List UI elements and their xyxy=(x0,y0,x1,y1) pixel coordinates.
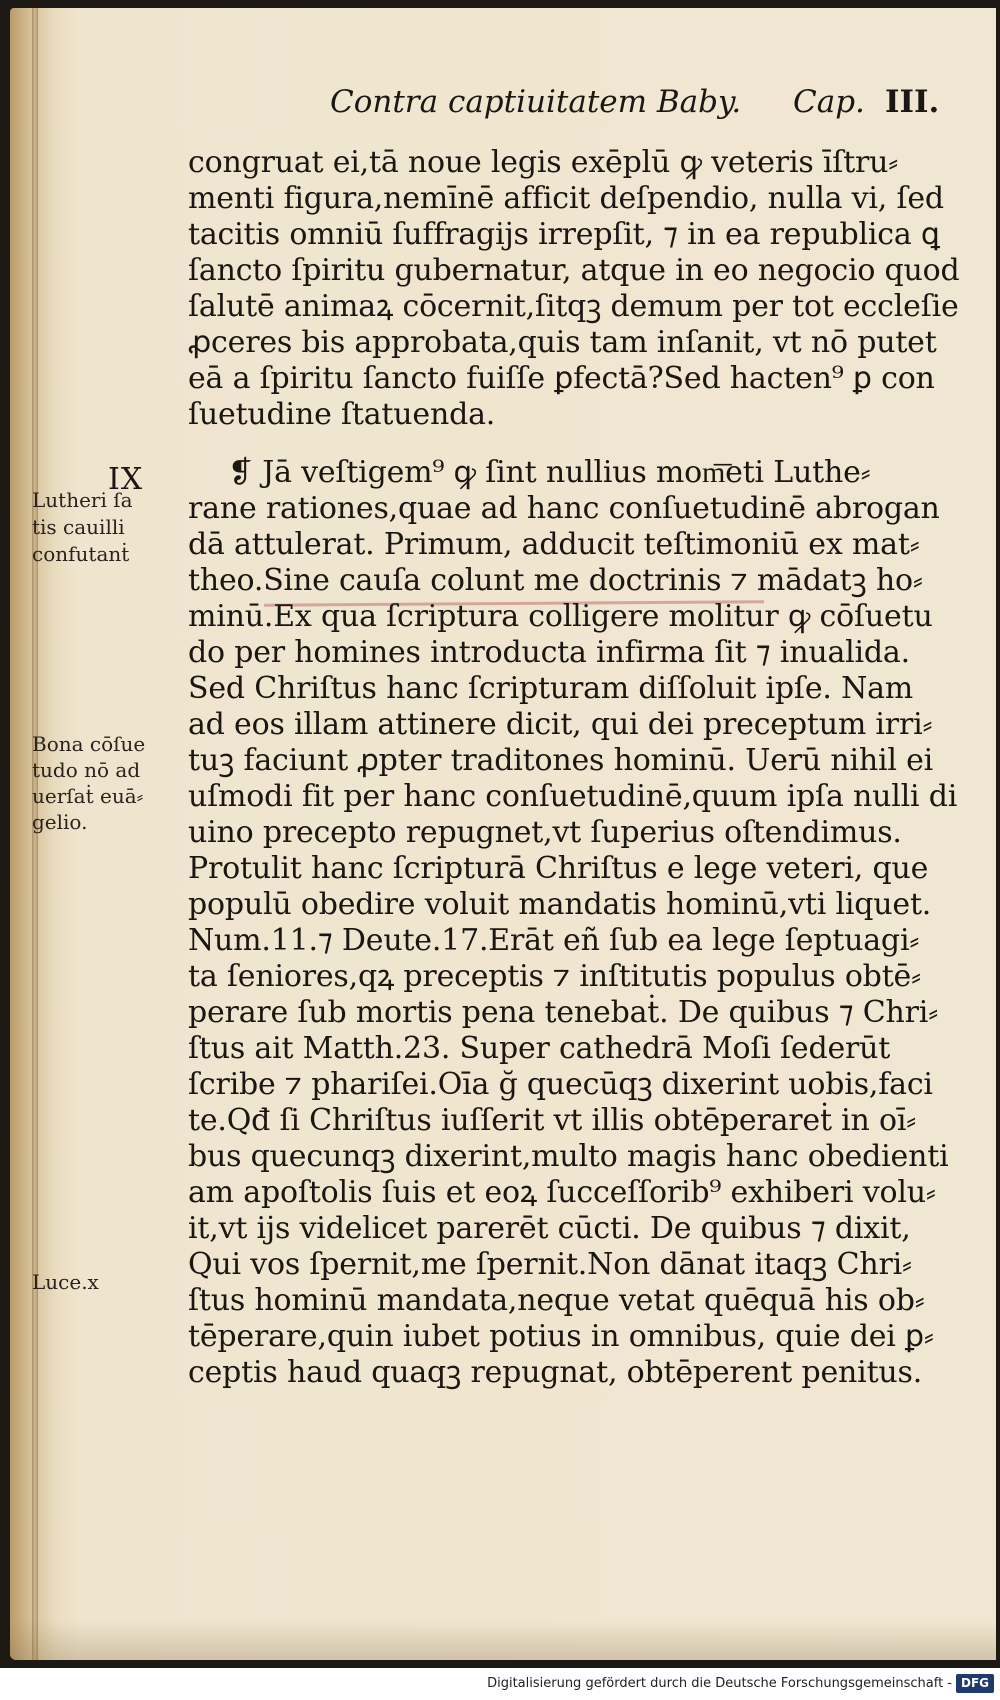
text-line: menti figura,nemīnē afficit deſpendio, nulla vi, ſed xyxy=(188,181,944,216)
margin-note-line: Bona cōſue xyxy=(32,732,146,756)
text-line: ſalutē animaꝝ cōcernit,ſitqꝫ demum per tot eccleſie xyxy=(188,289,959,324)
text-line: theo.Sine cauſa colunt me doctrinis ⁊ mādatꝫ ho⸗ xyxy=(188,563,923,598)
margin-note-line: uerſaṫ euā⸗ xyxy=(32,784,144,808)
text-line: ſcribe ⁊ phariſei.Oīa ğ quecūqꝫ dixerint uobis,faci xyxy=(188,1067,933,1102)
text-line: ſtus hominū mandata,neque vetat quēquā his ob⸗ xyxy=(188,1283,925,1318)
text-line: rane rationes,quae ad hanc conſuetudinē abrogan xyxy=(188,491,940,526)
text-line: tacitis omniū ſuffragijs irrepſit, ⁊ in ea republica ꝗ xyxy=(188,217,940,252)
margin-note-line: confutanṫ xyxy=(32,542,130,566)
text-line: populū obedire voluit mandatis hominū,vti liquet. xyxy=(188,887,932,922)
text-line: Protulit hanc ſcripturā Chriſtus e lege veteri, que xyxy=(188,851,929,886)
running-head-title: Contra captiuitatem Baby. xyxy=(330,84,742,120)
margin-note-line: Lutheri ſa xyxy=(32,488,133,512)
margin-note-line: Luce.x xyxy=(32,1270,99,1294)
margin-note-line: tis cauilli xyxy=(32,515,125,539)
text-line: it,vt ijs videlicet parerēt cūcti. De quibus ⁊ dixit, xyxy=(188,1211,911,1246)
text-line: te.Qđ ſi Chriſtus iuſſerit vt illis obtēperareṫ in oī⸗ xyxy=(188,1103,917,1138)
text-line: Sed Chriſtus hanc ſcripturam diſſoluit ipſe. Nam xyxy=(188,671,914,706)
text-line: uino precepto repugnet,vt ſuperius oſtendimus. xyxy=(188,815,902,850)
dfg-logo: DFG xyxy=(956,1674,994,1693)
text-line: ꝓceres bis approbata,quis tam inſanit, vt nō putet xyxy=(188,325,937,360)
running-head-chapter-label: Cap. xyxy=(793,84,865,120)
text-line: bus quecunqꝫ dixerint,multo magis hanc obedienti xyxy=(188,1139,949,1174)
text-line: Num.11.⁊ Deute.17.Erāt eñ ſub ea lege ſeptuagi⸗ xyxy=(188,923,920,958)
text-line: ❡ Jā veſtigem⁹ ꝙ ſint nullius mom͞eti Luthe⸗ xyxy=(228,455,871,490)
running-head-chapter-number: III. xyxy=(885,84,940,120)
text-line: ſancto ſpiritu gubernatur, atque in eo negocio quod xyxy=(188,253,960,288)
text-line: am apoſtolis ſuis et eoꝝ ſucceſſorib⁹ exhiberi volu⸗ xyxy=(188,1175,936,1210)
funding-credit: Digitalisierung gefördert durch die Deutsche Forschungsgemeinschaft - xyxy=(487,1676,952,1691)
text-line: minū.Ex qua ſcriptura colligere molitur ꝙ cōſuetu xyxy=(188,599,933,634)
text-line: perare ſub mortis pena tenebaṫ. De quibus ⁊ Chri⸗ xyxy=(188,995,938,1030)
running-head xyxy=(330,84,960,124)
text-line: do per homines introducta infirma ſit ⁊ inualida. xyxy=(188,635,910,670)
text-line: ſuetudine ſtatuenda. xyxy=(188,397,496,432)
text-line: Qui vos ſpernit,me ſpernit.Non dānat itaqꝫ Chri⸗ xyxy=(188,1247,912,1282)
text-line: dā attulerat. Primum, adducit teſtimoniū ex mat⸗ xyxy=(188,527,920,562)
text-line: ta ſeniores,qꝝ preceptis ⁊ inſtitutis populus obtē⸗ xyxy=(188,959,921,994)
text-line: ſtus ait Matth.23. Super cathedrā Moſi ſederūt xyxy=(188,1031,891,1066)
text-line: congruat ei,tā noue legis exēplū ꝙ veteris īſtru⸗ xyxy=(188,145,899,180)
text-line: tuꝫ faciunt ꝓpter traditones hominū. Uerū nihil ei xyxy=(188,743,934,778)
text-line: ceptis haud quaqꝫ repugnat, obtēperent penitus. xyxy=(188,1355,923,1390)
text-line: eā a ſpiritu ſancto fuiſſe ꝑfectā?Sed hacten⁹ ꝑ con xyxy=(188,361,935,396)
section-number: IX xyxy=(108,462,144,497)
binding-gutter xyxy=(32,8,38,1660)
text-line: tēperare,quin iubet potius in omnibus, quie dei ꝑ⸗ xyxy=(188,1319,934,1354)
margin-note-line: gelio. xyxy=(32,810,88,834)
footer-bar xyxy=(0,1668,1000,1700)
margin-note-line: tudo nō ad xyxy=(32,758,141,782)
text-line: uſmodi fit per hanc conſuetudinē,quum ipſa nulli di xyxy=(188,779,958,814)
text-line: ad eos illam attinere dicit, qui dei preceptum irri⸗ xyxy=(188,707,933,742)
